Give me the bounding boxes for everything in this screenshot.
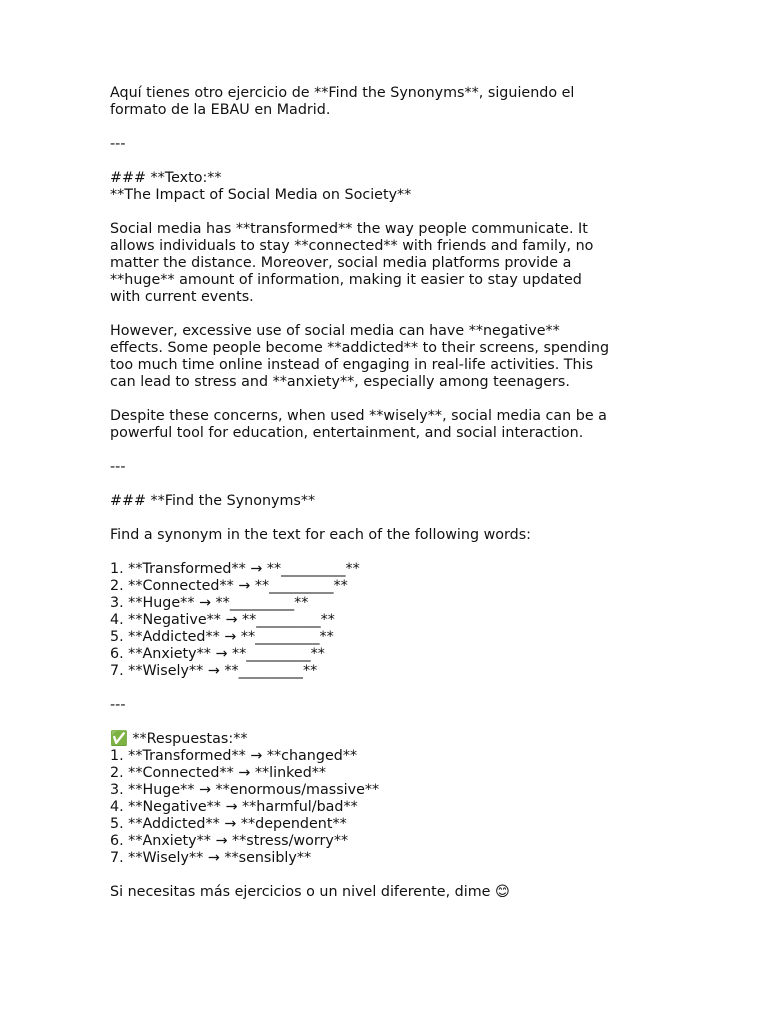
text-title: **The Impact of Social Media on Society** <box>110 187 412 203</box>
exercise-instruction: Find a synonym in the text for each of the following words: <box>110 527 531 543</box>
paragraph1-line-2: allows individuals to stay **connected** with friends and family, no <box>110 238 594 254</box>
spacer <box>110 510 670 527</box>
spacer <box>110 680 670 697</box>
answer-item-3: 3. **Huge** → **enormous/massive** <box>110 782 380 798</box>
spacer <box>110 714 670 731</box>
separator-1: --- <box>110 136 126 152</box>
separator-2: --- <box>110 459 126 475</box>
spacer <box>110 391 670 408</box>
exercise-item-2: 2. **Connected** → **_________** <box>110 578 348 594</box>
spacer <box>110 204 670 221</box>
paragraph1-line-3: matter the distance. Moreover, social media platforms provide a <box>110 255 572 271</box>
paragraph2-line-4: can lead to stress and **anxiety**, especially among teenagers. <box>110 374 570 390</box>
spacer <box>110 153 670 170</box>
exercise-item-7: 7. **Wisely** → **_________** <box>110 663 318 679</box>
answer-item-6: 6. **Anxiety** → **stress/worry** <box>110 833 349 849</box>
spacer <box>110 306 670 323</box>
paragraph1-line-5: with current events. <box>110 289 254 305</box>
answers-heading: ✅ **Respuestas:** <box>110 731 248 747</box>
spacer <box>110 544 670 561</box>
spacer <box>110 476 670 493</box>
spacer <box>110 867 670 884</box>
exercise-item-6: 6. **Anxiety** → **_________** <box>110 646 325 662</box>
exercise-item-5: 5. **Addicted** → **_________** <box>110 629 334 645</box>
separator-3: --- <box>110 697 126 713</box>
intro-line-2: formato de la EBAU en Madrid. <box>110 102 331 118</box>
exercise-item-3: 3. **Huge** → **_________** <box>110 595 309 611</box>
answer-item-5: 5. **Addicted** → **dependent** <box>110 816 347 832</box>
text-heading: ### **Texto:** <box>110 170 222 186</box>
exercise-item-1: 1. **Transformed** → **_________** <box>110 561 360 577</box>
exercise-heading: ### **Find the Synonyms** <box>110 493 316 509</box>
paragraph2-line-1: However, excessive use of social media can have **negative** <box>110 323 560 339</box>
intro-line-1: Aquí tienes otro ejercicio de **Find the Synonyms**, siguiendo el <box>110 85 575 101</box>
answer-item-2: 2. **Connected** → **linked** <box>110 765 327 781</box>
paragraph2-line-2: effects. Some people become **addicted** to their screens, spending <box>110 340 610 356</box>
document-page <box>110 85 670 901</box>
answer-item-4: 4. **Negative** → **harmful/bad** <box>110 799 358 815</box>
paragraph2-line-3: too much time online instead of engaging in real-life activities. This <box>110 357 594 373</box>
paragraph3-line-2: powerful tool for education, entertainment, and social interaction. <box>110 425 584 441</box>
paragraph1-line-4: **huge** amount of information, making it easier to stay updated <box>110 272 582 288</box>
spacer <box>110 119 670 136</box>
answer-item-7: 7. **Wisely** → **sensibly** <box>110 850 312 866</box>
answer-item-1: 1. **Transformed** → **changed** <box>110 748 358 764</box>
exercise-item-4: 4. **Negative** → **_________** <box>110 612 335 628</box>
closing-line: Si necesitas más ejercicios o un nivel diferente, dime 😊 <box>110 884 510 900</box>
paragraph3-line-1: Despite these concerns, when used **wisely**, social media can be a <box>110 408 607 424</box>
spacer <box>110 442 670 459</box>
paragraph1-line-1: Social media has **transformed** the way people communicate. It <box>110 221 588 237</box>
